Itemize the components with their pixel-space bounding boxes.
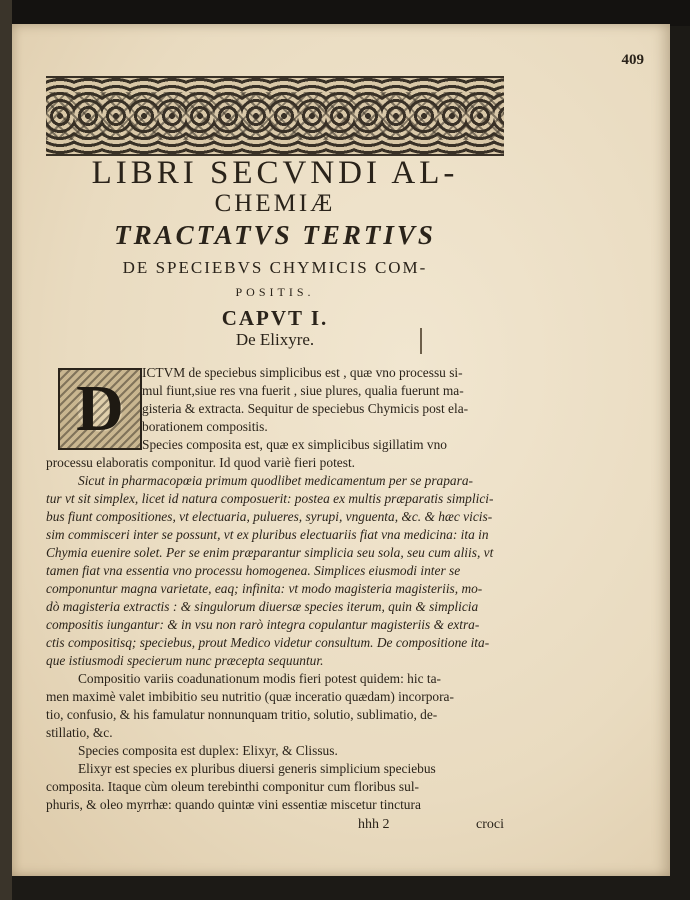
page-number: 409 — [621, 52, 644, 68]
page-footer — [46, 816, 504, 834]
book-page — [12, 24, 670, 876]
text-line: phuris, & oleo myrrhæ: quando quintæ vini essentiæ miscetur tinctura — [46, 797, 421, 812]
text-line: Elixyr est species ex pluribus diuersi generis simplicium speciebus — [78, 761, 436, 776]
text-line: tamen fiat vna essentia vno processu homogenea. Simplices eiusmodi inter se — [46, 563, 461, 578]
text-line: stillatio, &c. — [46, 725, 113, 740]
text-line: men maximè valet imbibitio seu nutritio (quæ inceratio quædam) incorpora- — [46, 689, 454, 704]
text-line: sim commisceri inter se possunt, vt ex pluribus electuariis fiat vna medicina: ita in — [46, 527, 489, 542]
chapter-heading: CAPVT I. — [221, 306, 329, 330]
chapter-subtitle: De Elixyre. — [235, 330, 315, 349]
scan-background-left — [0, 0, 12, 900]
scan-background-top — [0, 0, 690, 26]
text-line: bus fiunt compositiones, vt electuaria, pulueres, syrupi, vnguenta, &c. & hæc vicis- — [46, 509, 493, 524]
text-line: tio, confusio, & his famulatur nonnunquam tritio, solutio, sublimatio, de- — [46, 707, 438, 722]
tractatus-subtitle-line1: DE SPECIEBVS CHYMICIS COM- — [122, 258, 428, 277]
text-line: que istiusmodi specierum nunc præcepta sequuntur. — [46, 653, 324, 668]
text-line: dò magisteria extractis : & singulorum diuersæ species iterum, quin & simplicia — [46, 599, 479, 614]
book-title-line1: LIBRI SECVNDI AL- — [91, 155, 459, 191]
tractatus-subtitle — [46, 256, 504, 304]
text-line: componuntur magna varietate, eaq; infinita: vt modo magisteria magisteriis, mo- — [46, 581, 483, 596]
body-text — [46, 364, 506, 834]
text-line: tur vt sit simplex, licet id natura composuerit: postea ex multis præparatis simplici- — [46, 491, 494, 506]
text-line: Chymia euenire solet. Per se enim præparantur simplicia seu sola, seu cum aliis, vt — [46, 545, 494, 560]
signature-mark: hhh 2 — [358, 817, 390, 832]
text-line: composita. Itaque cùm oleum terebinthi componitur cum floribus sul- — [46, 779, 419, 794]
text-line: processu elaboratis componitur. Id quod variè fieri potest. — [46, 455, 356, 470]
text-line: borationem compositis. — [142, 419, 268, 434]
text-line: mul fiunt,siue res vna fuerit , siue plures, qualia fuerunt ma- — [142, 383, 464, 398]
catchword: croci — [476, 817, 504, 832]
text-line: gisteria & extracta. Sequitur de speciebus Chymicis post ela- — [142, 401, 469, 416]
decorative-headpiece — [46, 76, 504, 156]
text-line: Species composita est, quæ ex simplicibus sigillatim vno — [142, 437, 447, 452]
text-line: ctis compositisq; speciebus, prout Medico videtur consultum. De compositione ita- — [46, 635, 490, 650]
book-title-line2: CHEMIÆ — [214, 190, 336, 217]
book-title — [46, 156, 504, 218]
tractatus-title: TRACTATVS TERTIVS — [114, 220, 436, 250]
margin-mark — [420, 328, 422, 354]
text-line: Species composita est duplex: Elixyr, & Clissus. — [78, 743, 338, 758]
text-line: Sicut in pharmacopœia primum quodlibet medicamentum per se prapara- — [78, 473, 473, 488]
decorated-initial-letter: D — [76, 372, 124, 445]
text-line: compositis iungantur: & in vsu non rarò integra copulantur magisteriis & extra- — [46, 617, 480, 632]
text-line: ICTVM de speciebus simplicibus est , quæ vno processu si- — [142, 365, 463, 380]
text-line: Compositio variis coadunationum modis fieri potest quidem: hic ta- — [78, 671, 441, 686]
tractatus-subtitle-line2: POSITIS. — [235, 285, 315, 299]
